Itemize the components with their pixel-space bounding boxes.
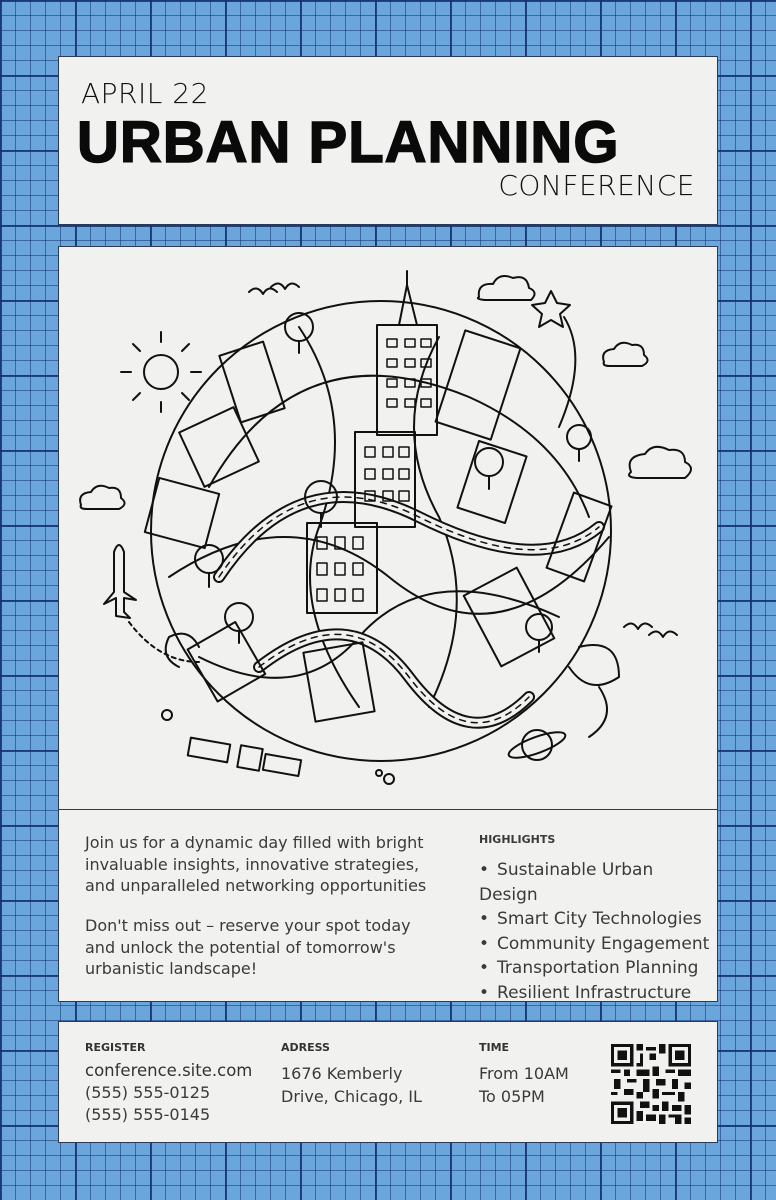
star-doodle [532, 291, 570, 327]
header-panel [58, 56, 718, 225]
highlights-heading: HIGHLIGHTS [479, 833, 556, 846]
city-globe-illustration [59, 247, 716, 809]
highlight-item: • Smart City Technologies [479, 907, 717, 932]
highlight-item: • Sustainable Urban Design [479, 858, 717, 907]
satellite-doodle [188, 738, 301, 776]
description-paragraph-2: Don't miss out – reserve your spot today and unlock the potential of tomorrow's urbanistic landscape! [85, 916, 411, 978]
main-panel [58, 246, 718, 1002]
cloud-doodle [478, 276, 535, 300]
event-subtitle: CONFERENCE [498, 169, 695, 202]
sun-doodle [121, 332, 201, 412]
register-phone-1: (555) 555-0125 [85, 1083, 211, 1102]
event-date: APRIL 22 [81, 77, 209, 110]
register-site-link[interactable]: conference.site.com [85, 1061, 253, 1080]
time-to: To 05PM [479, 1087, 545, 1106]
time-label: TIME [479, 1041, 510, 1054]
event-title: URBAN PLANNING [77, 110, 620, 175]
cloud-doodle [603, 343, 647, 366]
time-from: From 10AM [479, 1064, 569, 1083]
address-label: ADRESS [281, 1041, 330, 1054]
section-divider [59, 809, 717, 810]
cloud-doodle [629, 447, 691, 478]
globe-outline [151, 301, 611, 761]
qr-code-icon[interactable] [611, 1044, 691, 1124]
description-paragraph-1: Join us for a dynamic day filled with bright invaluable insights, innovative strategies, and unparalleled networking opportunities [85, 833, 427, 895]
highlight-item: • Transportation Planning [479, 956, 717, 981]
highlight-item: • Community Engagement [479, 932, 717, 957]
cloud-doodle [80, 486, 124, 509]
register-label: REGISTER [85, 1041, 146, 1054]
birds-doodle [624, 623, 677, 637]
register-phone-2: (555) 555-0145 [85, 1105, 211, 1124]
highlights-list [479, 858, 717, 1005]
footer-panel [58, 1021, 718, 1143]
address-line-2: Drive, Chicago, IL [281, 1087, 422, 1106]
address-line-1: 1676 Kemberly [281, 1064, 403, 1083]
airplane-doodle [104, 545, 136, 618]
birds-doodle [249, 283, 299, 294]
planet-doodle [506, 727, 568, 763]
highlight-item: • Resilient Infrastructure [479, 981, 717, 1006]
